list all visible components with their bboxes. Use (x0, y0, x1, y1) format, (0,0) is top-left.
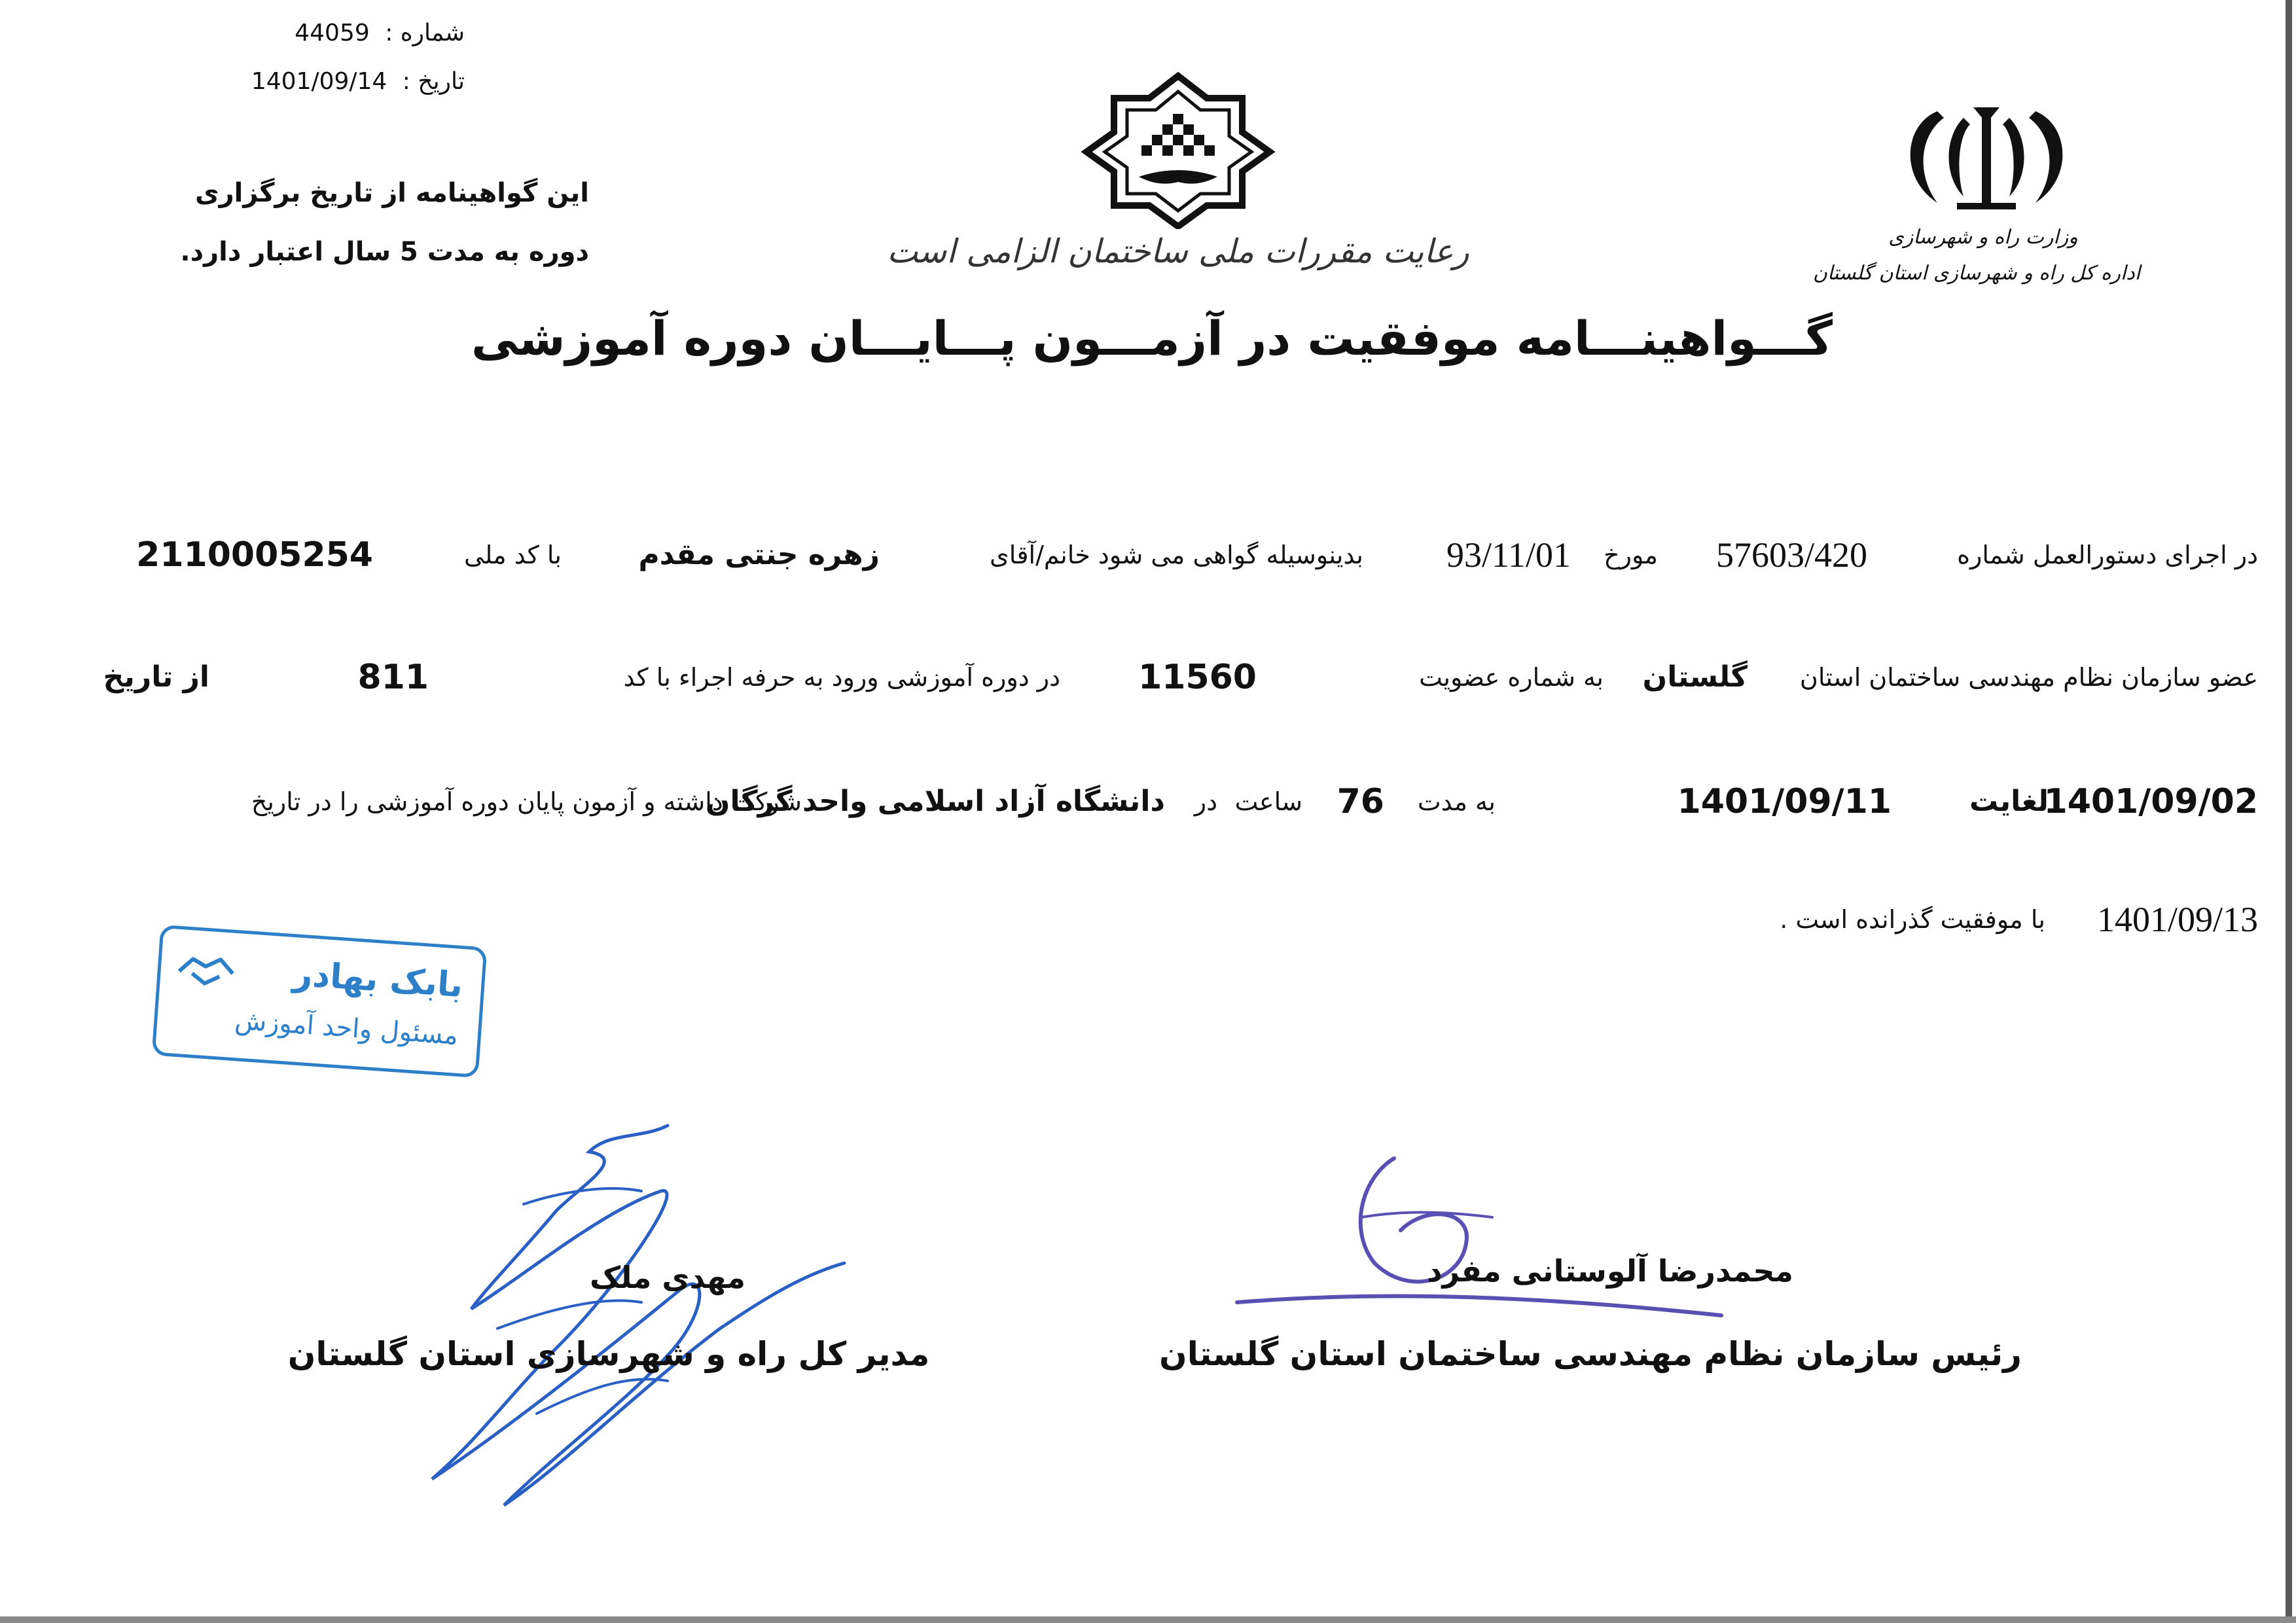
hours-value: 76 (1336, 782, 1384, 821)
right-signatory-title: رئیس سازمان نظام مهندسی ساختمان استان گلستان (1159, 1335, 2022, 1373)
member-of-text: عضو سازمان نظام مهندسی ساختمان استان (1799, 663, 2258, 692)
page-border-bottom (0, 1616, 2296, 1623)
number-label: شماره : (385, 20, 465, 46)
at-label: در (1194, 787, 1217, 816)
start-date: 1401/09/02 (2043, 782, 2258, 821)
body-line-1 (79, 529, 2258, 581)
end-date: 1401/09/11 (1677, 782, 1892, 821)
validity-note-line1: این گواهینامه از تاریخ برگزاری (194, 178, 589, 208)
intro-text: در اجرای دستورالعمل شماره (1957, 541, 2258, 569)
until-label: لغایت (1969, 785, 2049, 818)
national-code: 2110005254 (136, 535, 373, 575)
national-code-label: با کد ملی (464, 541, 562, 569)
right-signatory-name: محمدرضا آلوستانی مفرد (1426, 1253, 1794, 1289)
stamp-role: مسئول واحد آموزش (234, 1005, 459, 1051)
instruction-date: 93/11/01 (1446, 535, 1571, 575)
body-line-4 (79, 893, 2258, 946)
date-value: 1401/09/14 (251, 68, 387, 95)
iran-emblem-icon (1892, 98, 2081, 216)
instruction-number: 57603/420 (1715, 535, 1867, 575)
signature-left (393, 1113, 851, 1531)
body-line-3 (79, 776, 2258, 828)
dated-label: مورخ (1604, 541, 1658, 569)
national-building-regulations-logo (1067, 72, 1289, 229)
hours-label: ساعت (1234, 787, 1302, 816)
ministry-department: اداره کل راه و شهرسازی استان گلستان (1812, 262, 2141, 285)
body-line-2 (79, 651, 2258, 704)
certificate-date (216, 68, 465, 95)
exam-date: 1401/09/13 (2096, 900, 2258, 939)
duration-label: به مدت (1417, 787, 1496, 816)
province-name: گلستان (1642, 660, 1748, 694)
training-unit-stamp (152, 925, 488, 1078)
handshake-icon (175, 948, 237, 991)
membership-label: به شماره عضویت (1419, 663, 1604, 692)
stamp-name: بابک بهادر (291, 954, 465, 1006)
number-value: 44059 (295, 20, 370, 46)
course-label: در دوره آموزشی ورود به حرفه اجراء با کد (623, 663, 1060, 692)
certificate-title: گـــواهینـــامه موفقیت در آزمـــون پـــایـــان دوره آموزشی (471, 311, 1833, 366)
left-signatory-name: مهدی ملک (590, 1260, 745, 1295)
date-label: تاریخ : (402, 68, 465, 95)
left-signatory-title: مدیر کل راه و شهرسازی استان گلستان (287, 1335, 930, 1373)
page-border-right (2286, 0, 2292, 1623)
ministry-name: وزارت راه و شهرسازی (1888, 226, 2078, 249)
motto: رعایت مقررات ملی ساختمان الزامی است (887, 232, 1469, 270)
course-code: 811 (357, 658, 429, 697)
venue-name: دانشگاه آزاد اسلامی واحد گرگان (705, 785, 1165, 818)
certify-text: بدینوسیله گواهی می شود خانم/آقای (990, 541, 1363, 569)
from-date-label: از تاریخ (103, 660, 209, 694)
participation-text: شرکت داشته و آزمون پایان دوره آموزشی را در تاریخ (251, 787, 802, 816)
person-name: زهره جنتی مقدم (638, 538, 880, 571)
certificate-number (216, 20, 465, 46)
passed-text: با موفقیت گذرانده است . (1780, 905, 2045, 934)
validity-note-line2: دوره به مدت 5 سال اعتبار دارد. (180, 237, 589, 267)
membership-number: 11560 (1138, 658, 1257, 697)
